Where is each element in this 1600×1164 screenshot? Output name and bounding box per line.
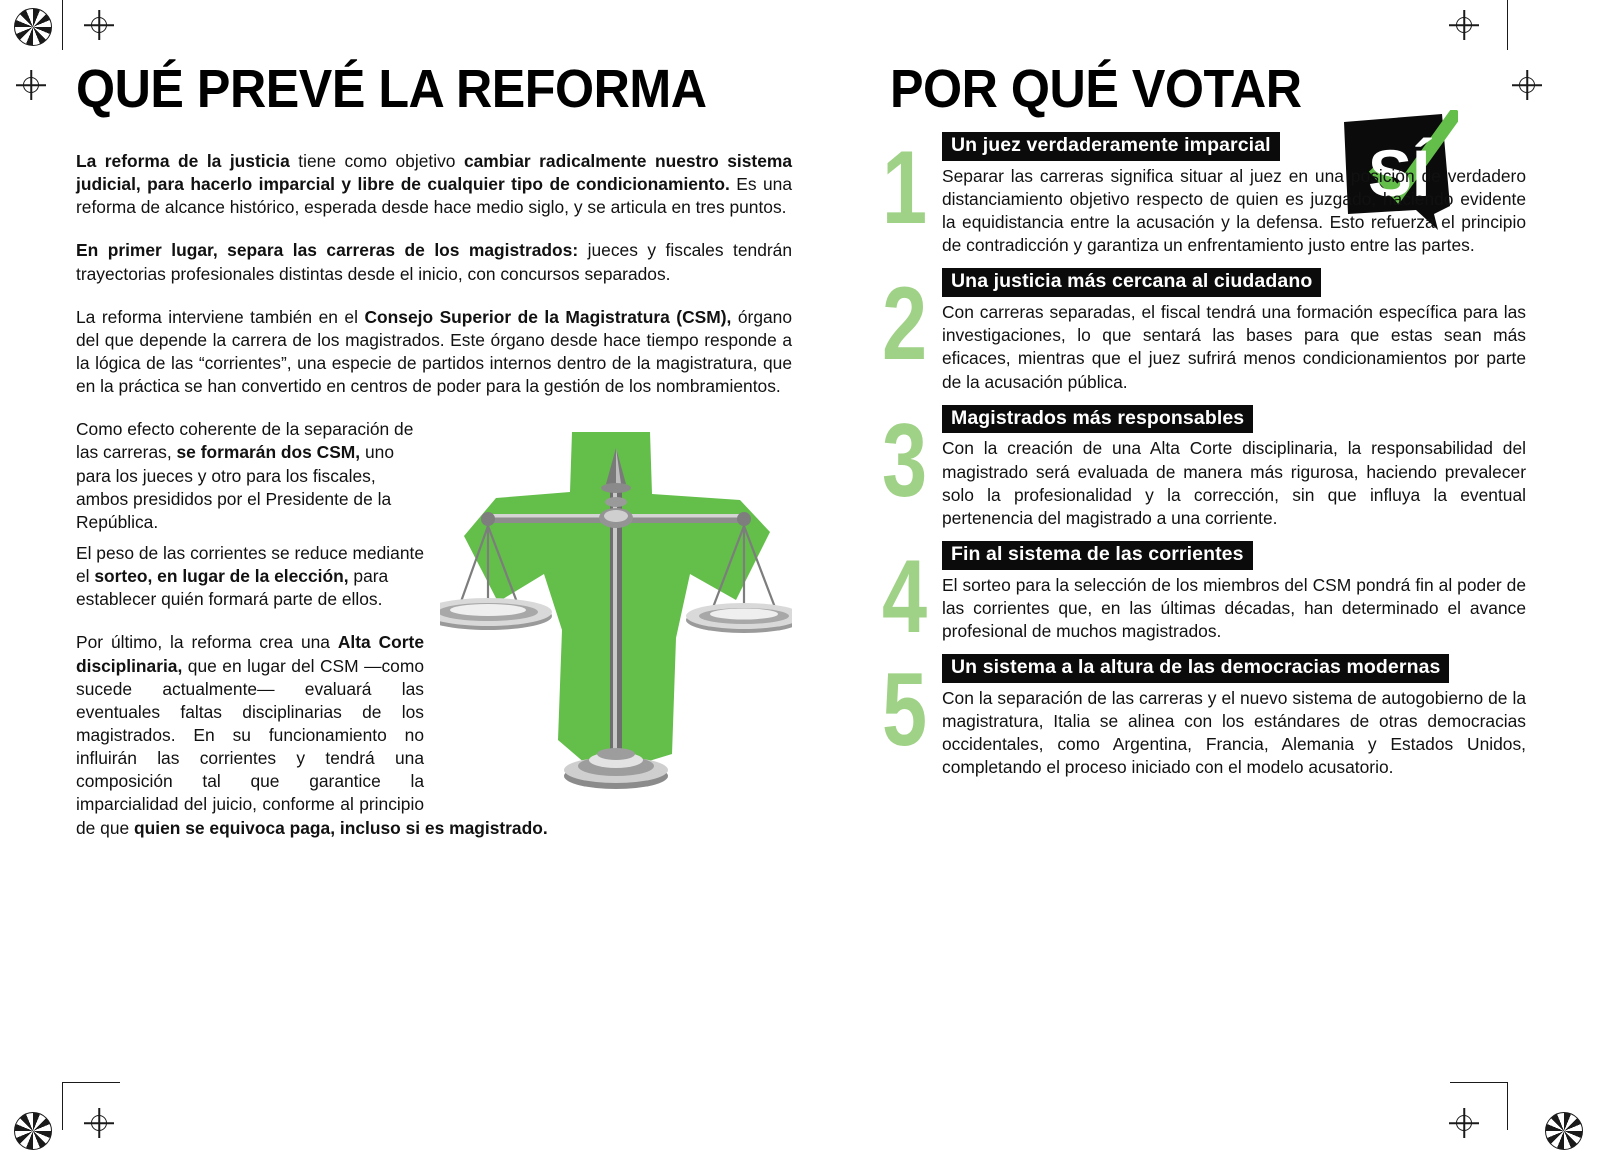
- benefit-desc-1: Separar las carreras significa situar al juez en una posición de verdadero distanciamiento objetivo respecto de quien es juzgado, haciendo evidente la equidistancia entre la acusación y la defensa. Esto refuerza el principio de contradicción y garantiza un enfrentamiento justo entre las partes.: [942, 165, 1526, 256]
- benefit-item-2: [882, 266, 1526, 393]
- registration-cross-bottom-left: [84, 1108, 114, 1138]
- benefit-title-4: Fin al sistema de las corrientes: [942, 541, 1253, 570]
- crop-mark-bottom-left-v: [62, 1082, 63, 1130]
- benefit-title-3: Magistrados más responsables: [942, 405, 1253, 434]
- benefit-number-3: 3: [882, 402, 928, 519]
- registration-cross-top-right: [1449, 10, 1479, 40]
- registration-cross-bottom-right: [1449, 1108, 1479, 1138]
- page-title-left: QUÉ PREVÉ LA REFORMA: [76, 59, 707, 119]
- paragraph-4: Como efecto coherente de la separación de las carreras, se formarán dos CSM, uno para los jueces y otro para los fiscales, ambos presididos por el Presidente de la República.: [76, 419, 414, 532]
- logo-si-text: SÍ: [1368, 136, 1431, 210]
- paragraph-1: La reforma de la justicia tiene como objetivo cambiar radicalmente nuestro sistema judicial, para hacerlo imparcial y libre de cualquier tipo de condicionamiento. Es una reforma de alcance histórico, esperada desde hace medio siglo, y se articula en tres puntos.: [76, 151, 793, 218]
- registration-mark-top-right: [1545, 1112, 1583, 1150]
- benefit-title-2: Una justicia más cercana al ciudadano: [942, 268, 1321, 297]
- benefit-number-5: 5: [882, 652, 928, 769]
- crop-mark-top-left-v: [62, 0, 63, 50]
- benefit-desc-2: Con carreras separadas, el fiscal tendrá una formación específica para las investigaciones, lo que sentará las bases para que estas sean más eficaces, mientras que el juez sufrirá menos condicionamientos por parte de la acusación pública.: [942, 302, 1526, 392]
- benefit-item-5: [882, 652, 1526, 779]
- registration-mark-top-left: [14, 8, 52, 46]
- crop-mark-top-right-v: [1507, 0, 1508, 50]
- paragraph-5: El peso de las corrientes se reduce mediante el sorteo, en lugar de la elección, para establecer quién formará parte de ellos.: [76, 542, 425, 610]
- benefit-number-4: 4: [882, 539, 928, 656]
- benefit-desc-3: Con la creación de una Alta Corte disciplinaria, la responsabilidad del magistrado será evaluada de manera más rigurosa, haciendo prevalecer solo la profesionalidad y la corrección, sin que influya la eventual pertenencia del magistrado a una corriente.: [942, 438, 1526, 528]
- page-title-right: POR QUÉ VOTAR: [890, 59, 1302, 119]
- registration-cross-left-mid: [16, 70, 46, 100]
- right-column: [882, 59, 1526, 1092]
- benefit-number-2: 2: [882, 266, 928, 383]
- registration-cross-top-left: [84, 10, 114, 40]
- paragraph-2: En primer lugar, separa las carreras de los magistrados: jueces y fiscales tendrán trayectorias profesionales distintas desde el inicio, con concursos separados.: [76, 240, 793, 284]
- justice-scale-illustration: [440, 424, 792, 814]
- left-column: [76, 59, 793, 1092]
- benefit-item-4: [882, 539, 1526, 656]
- paragraph-3: La reforma interviene también en el Consejo Superior de la Magistratura (CSM), órgano del que depende la carrera de los magistrados. Este órgano desde hace tiempo responde a la lógica de las “corrientes”, una especie de partidos internos dentro de la magistratura, que en la práctica se han convertido en centros de poder para la gestión de los nombramientos.: [76, 306, 793, 397]
- benefit-item-3: [882, 402, 1526, 530]
- text-with-illustration: [76, 418, 792, 839]
- benefit-title-1: Un juez verdaderamente imparcial: [942, 132, 1280, 161]
- registration-mark-bottom-left: [14, 1112, 52, 1150]
- paragraph-6: Por último, la reforma crea una Alta Corte disciplinaria, que en lugar del CSM —como sucede actualmente— evaluará las eventuales faltas disciplinarias de los magistrados. En su funcionamiento no influirán las corrientes y tendrá una composición tal que garantice la imparcialidad del juicio, conforme al principio de que quien se equivoca paga, incluso si es magistrado.: [76, 632, 548, 838]
- benefit-desc-5: Con la separación de las carreras y el nuevo sistema de autogobierno de la magistratura, Italia se alinea con los estándares de otras democracias occidentales, como Argentina, Francia, Alemania y Estados Unidos, completando el proceso iniciado con el modelo acusatorio.: [942, 688, 1526, 778]
- benefit-desc-4: El sorteo para la selección de los miembros del CSM pondrá fin al poder de las corrientes que, en las últimas décadas, han determinado el avance profesional de muchos magistrados.: [942, 574, 1526, 642]
- benefit-item-1: [882, 130, 1526, 257]
- benefit-title-5: Un sistema a la altura de las democracias modernas: [942, 654, 1449, 683]
- benefit-number-1: 1: [882, 130, 928, 246]
